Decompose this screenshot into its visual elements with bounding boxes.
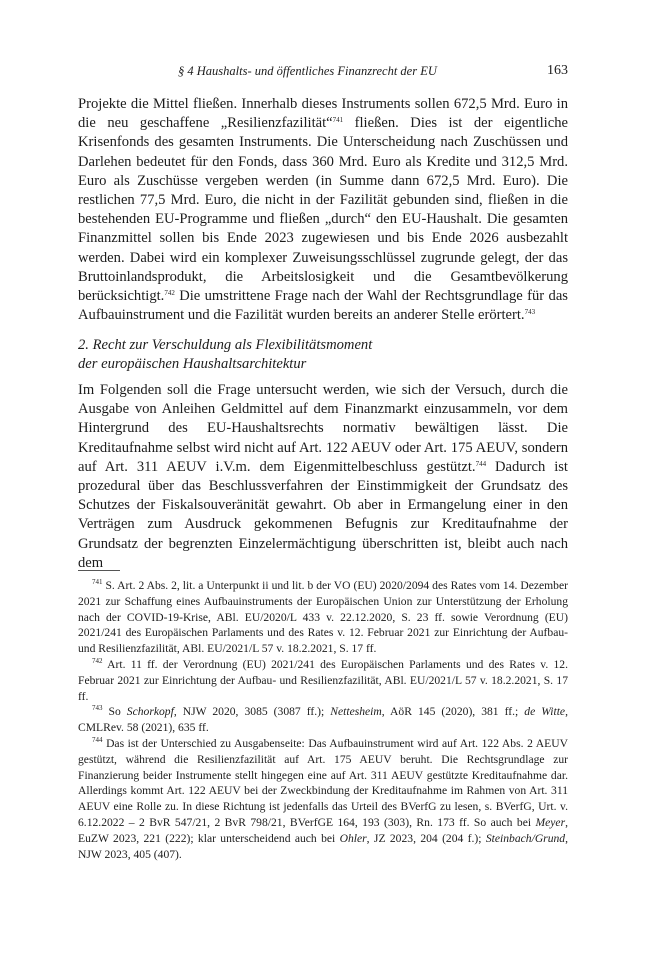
author-name: Schorkopf <box>126 705 174 719</box>
footnote-text: , NJW 2023, 405 (407). <box>78 831 568 861</box>
section-heading <box>78 336 568 374</box>
footnote-741 <box>78 578 568 657</box>
footnote-text: Das ist der Unterschied zu Ausgabenseite: Das Aufbauinstrument wird auf Art. 122 Abs. 2 AEUV gestützt, während die Resilienzfazilität auf Art. 175 AEUV beruht. Die Rechtsgrundlage zur Finanzierung beider Instrumente stellt hingegen eine auf Art. 311 AEUV gestützte Kreditaufnahme dar. Allerdings kommt Art. 122 AEUV bei der Zweckbindung der Kreditaufnahme im Rahmen von Art. 311 AEUV eine Rolle zu. In diese Richtung ist jedenfalls das Urteil des BVerfG zu lesen, s. BVerfG, Urt. v. 6.12.2022 – 2 BvR 547/21, 2 BvR 798/21, BVerfGE 164, 193 (303), Rn. 173 ff. So auch bei <box>78 736 568 829</box>
footnote-742 <box>78 657 568 704</box>
paragraph-text: Im Folgenden soll die Frage untersucht werden, wie sich der Versuch, durch die Ausgabe von Anleihen Geldmittel auf dem Finanzmarkt einzusammeln, vor dem Hintergrund des EU-Haushaltsrechts normativ bewältigen lässt. Die Kreditaufnahme selbst wird nicht auf Art. 122 AEUV oder Art. 175 AEUV, sondern auf Art. 311 AEUV i.V.m. dem Eigenmittelbeschluss gestützt. <box>78 382 568 475</box>
author-name: Ohler <box>339 831 367 845</box>
footnote-text: , CMLRev. 58 (2021), 635 ff. <box>78 705 568 735</box>
footnote-ref-744[interactable]: 744 <box>475 459 487 468</box>
paragraph-text: fließen. Dies ist der eigentliche Krisenfonds des gesamten Instruments. Die Unterscheidung nach Zuschüssen und Darlehen bedeutet für den Fonds, dass 360 Mrd. Euro als Kredite und 312,5 Mrd. Euro als Zuschüsse vergeben werden (in Summe dann 672,5 Mrd. Euro). Die restlichen 77,5 Mrd. Euro, die nicht in der Fazilität gebunden sind, fließen in die bestehenden EU-Programme und fließen „durch“ den EU-Haushalt. Die gesamten Finanzmittel sollen bis Ende 2023 zugewiesen und bis Ende 2026 ausbezahlt werden. Dabei wird ein komplexer Zuweisungsschlüssel zugrunde gelegt, der das Bruttoinlandsprodukt, die Arbeitslosigkeit und die Gesamtbevölkerung berücksichtigt. <box>78 115 568 305</box>
footnote-text: So <box>108 705 127 719</box>
author-name: de Witte <box>524 705 566 719</box>
footnote-text: , NJW 2020, 3085 (3087 ff.); <box>173 705 331 719</box>
section-heading-line-1: 2. Recht zur Verschuldung als Flexibilitätsmoment <box>78 337 373 353</box>
paragraph-text: Projekte die Mittel fließen. Innerhalb dieses Instruments sollen 672,5 Mrd. Euro in die neu geschaffene „Resilienzfazilität“ <box>78 96 568 132</box>
footnote-text: , AöR 145 (2020), 381 ff.; <box>381 705 525 719</box>
footnote-ref-741[interactable]: 741 <box>332 116 344 125</box>
footnote-number: 744 <box>92 735 103 744</box>
author-name: Nettesheim <box>330 705 382 719</box>
body-paragraph-1 <box>78 95 568 325</box>
paragraph-text: Die umstrittene Frage nach der Wahl der Rechtsgrundlage für das Aufbauinstrument und die Fazilität wurden bereits an anderer Stelle erörtert. <box>78 288 568 324</box>
footnote-text: Art. 11 ff. der Verordnung (EU) 2021/241 des Europäischen Parlaments und des Rates v. 12. Februar 2021 zur Einrichtung der Aufbau- und Resilienzfazilität, ABl. EU/2021/L 57 v. 18.2.2021, S. 17 ff. <box>78 657 568 703</box>
footnote-ref-742[interactable]: 742 <box>164 289 175 298</box>
footnote-number: 743 <box>92 704 103 713</box>
footnotes <box>78 578 568 862</box>
section-heading-line-2: der europäischen Haushaltsarchitektur <box>78 356 307 373</box>
footnote-number: 742 <box>92 656 103 665</box>
footnote-text: S. Art. 2 Abs. 2, lit. a Unterpunkt ii und lit. b der VO (EU) 2020/2094 des Rates vom 14. Dezember 2021 zur Schaffung eines Aufbauinstruments der Europäischen Union zur Unterstützung der Erholung nach der COVID-19-Krise, ABl. EU/2020/L 433 v. 22.12.2020, S. 23 ff. sowie Verordnung (EU) 2021/241 des Europäischen Parlaments und des Rates v. 12. Februar 2021 zur Einrichtung der Aufbau- und Resilienzfazilität, ABl. EU/2021/L 57 v. 18.2.2021, S. 17 ff. <box>78 579 568 656</box>
paragraph-text: Dadurch ist prozedural über das Beschlussverfahren der Einstimmigkeit der Grundsatz des Schutzes der Fiskalsouveränität gewahrt. Ob aber in Ermangelung einer in den Verträgen zum Ausdruck gekommenen Befugnis zur Kreditaufnahme der Grundsatz der begrenzten Einzelermächtigung überschritten ist, bleibt auch nach dem <box>78 458 568 571</box>
footnote-ref-743[interactable]: 743 <box>524 308 536 317</box>
footnote-743 <box>78 704 568 736</box>
page-number: 163 <box>547 63 568 78</box>
body-paragraph-2 <box>78 381 568 573</box>
footnote-text: , JZ 2023, 204 (204 f.); <box>366 831 486 845</box>
footnote-744 <box>78 736 568 862</box>
running-head <box>78 63 568 83</box>
running-head-title: § 4 Haushalts- und öffentliches Finanzrecht der EU <box>178 64 437 78</box>
author-name: Meyer <box>535 815 566 829</box>
author-name: Steinbach/Grund <box>485 831 566 845</box>
footnote-number: 741 <box>92 578 103 586</box>
footnote-text: , EuZW 2023, 221 (222); klar unterscheidend auch bei <box>78 815 568 845</box>
footnote-separator <box>78 570 120 571</box>
